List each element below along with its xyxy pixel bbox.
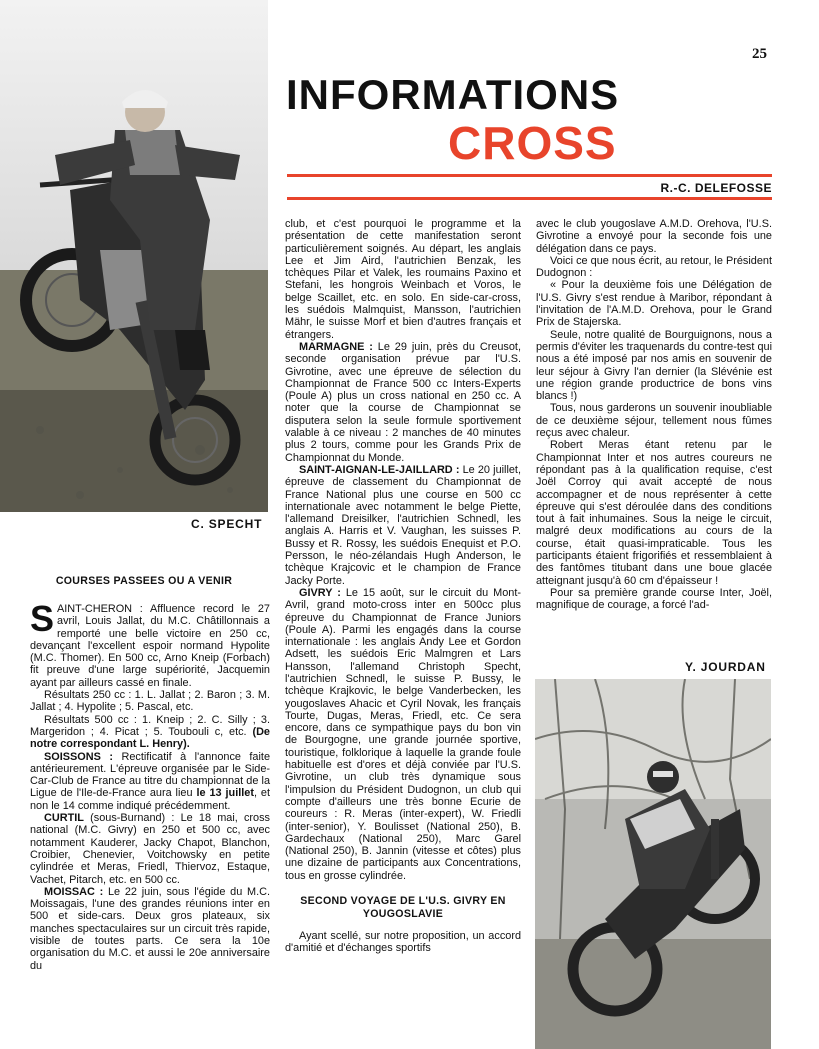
paragraph-joel: Pour sa première grande course Inter, Joël, magnifique de courage, a forcé l'ad- [536, 586, 772, 612]
photo-credit-specht: C. SPECHT [191, 517, 263, 531]
place-marmagne: MARMAGNE : [299, 340, 373, 353]
title-rule-top [287, 174, 772, 177]
paragraph-results-500: Résultats 500 cc : 1. Kneip ; 2. C. Silly ; 3. Margeridon ; 4. Picat ; 5. Toubouli c, etc. [30, 713, 270, 738]
correspondent-credit: (De notre correspondant L. Henry). [30, 725, 270, 751]
section-heading-yougoslavie: SECOND VOYAGE DE L'U.S. GIVRY EN YOUGOSLAVIE [300, 895, 506, 921]
right-column-text [536, 218, 772, 612]
drop-cap: S [30, 598, 55, 639]
place-givry: GIVRY : [299, 586, 341, 599]
paragraph-soissons: Rectificatif à l'annonce faite antérieurement. L'épreuve organisée par le Side-Car-Club de France au titre du championnat de la Ligue de l'Ile-de-France aura lieu [30, 750, 270, 800]
left-column-text [30, 598, 271, 972]
motocross-photo-specht [0, 0, 268, 512]
paragraph-saint-cheron: AINT-CHERON : Affluence record le 27 avril, Louis Jallat, du M.C. Châtillonnais a remporté une belle victoire en 250 cc, devançant l'excellent espoir normand Hypolite (M.C. Thomer). En 500 cc, Arno Kneip (Forbach) fit preuve d'une large supériorité, Jacquemin ayant par ailleurs cassé en finale. [30, 603, 270, 689]
motocross-photo-jourdan [535, 679, 771, 1049]
page-title: INFORMATIONS [286, 71, 620, 118]
article-author: R.-C. DELEFOSSE [660, 181, 772, 195]
paragraph-orehova: avec le club yougoslave A.M.D. Orehova, l'U.S. Givrotine a envoyé pour la seconde fois une délégation dans ce pays. [536, 218, 772, 255]
paragraph-marmagne: Le 29 juin, près du Creusot, seconde organisation prévue par l'U.S. Givrotine, avec une épreuve de sélection du Championnat de France 500 cc Inters-Experts (Poule A) plus un cross national en 250 cc. A noter que la course de Championnat se disputera selon la seule formule sportivement valable à ce niveau : 2 manches de 40 minutes plus 2 tours, comme pour les Grands Prix de Championnat du Monde. [285, 340, 521, 464]
page-number: 25 [752, 46, 767, 62]
place-saint-aignan: SAINT-AIGNAN-LE-JAILLARD : [299, 463, 460, 476]
paragraph-givry: Le 15 août, sur le circuit du Mont-Avril, grand moto-cross inter en 500cc plus épreuve du Championnat de France Juniors (Poule A). Parmi les engagés dans la course internationale : les anglais Andy Lee et Gordon Adsett, les suédois Eric Malmgren et Lars Hansson, l'allemand Christoph Specht, l'autrichien Schnedl, le suisse P. Bussy, le tchèque Krajkovic, le belge Vanderbecken, les yougoslaves Ahacic et Cyril Novak, les français Tourte, Dugas, Meras, Friedl, etc. Ce sera encore, dans ce sympathique pays du bon vin de Bourgogne, une grande journée sportive, touristique, folklorique à laquelle la grande foule habituelle est d'ores et déjà conviée par l'U.S. Givrotine, un club très dynamique sous l'impulsion du Président Dudognon, un club qui compte d'ailleurs une très bonne Ecurie de coureurs : R. Meras (inter-expert), W. Friedli (inter-senior), Y. Boulisset (National 250), B. Gardechaux (National 250), Marc Garel (National 250), B. Jannin (vitesse et côtes) plus une dizaine de participants aux Concentrations, tous en grosse cylindrée. [285, 586, 521, 882]
paragraph-bourguignons: Seule, notre qualité de Bourguignons, nous a permis d'éviter les traquenards du contre-test qui nous a été imposé par nos amis en souvenir de leur séjour à Givry l'an dernier (la Slévénie est une région grande productrice de bons vins blancs !) [536, 328, 772, 403]
paragraph-moissac-cont: club, et c'est pourquoi le programme et la présentation de cette manifestation seront particulièrement soignés. Au départ, les anglais Lee et Jim Aird, l'autrichien Benzak, les tchèques Pilar et Valek, les roumains Paxino et Stefani, les hongrois Weinbach et Voros, le belge Scaillet, etc. en solo. En side-car-cross, les suédois Malmquist, Mansson, l'autrichien Mähr, le suisse Morf et bien d'autres français et étrangers. [285, 218, 521, 341]
paragraph-quote-maribor: « Pour la deuxième fois une Délégation de l'U.S. Givry s'est rendue à Maribor, répondant à l'invitation de l'A.M.D. Orehova, pour le Grand Prix de Stajerska. [536, 279, 772, 329]
paragraph-president: Voici ce que nous écrit, au retour, le Président Dudognon : [536, 254, 772, 280]
section-heading-courses: COURSES PASSEES OU A VENIR [55, 575, 233, 587]
place-moissac: MOISSAC : [44, 885, 104, 898]
paragraph-curtil: (sous-Burnand) : Le 18 mai, cross national (M.C. Givry) en 250 et 500 cc, avec notamment Kauderer, Jacky Chapot, Blanchon, Croibier, Chenevier, Voitchowsky en petite cylindrée et Meras, Friedl, Thiervoz, Estaque, Vachet, Pitarch, etc. en 500 cc. [30, 812, 270, 886]
rider-jumping-image [0, 0, 268, 512]
paragraph-souvenir: Tous, nous garderons un souvenir inoubliable de ce deuxième séjour, tellement nous fûmes reçus avec chaleur. [536, 402, 772, 440]
paragraph-soissons-end: , et non le 14 comme indiqué précédemment. [30, 787, 271, 812]
place-soissons: SOISSONS : [44, 750, 113, 763]
middle-column-text [285, 218, 521, 955]
page-title-accent: CROSS [448, 117, 617, 169]
place-curtil: CURTIL [44, 812, 84, 825]
paragraph-voyage: Ayant scellé, sur notre proposition, un accord d'amitié et d'échanges sportifs [285, 930, 521, 955]
paragraph-saint-aignan: Le 20 juillet, épreuve de classement du Championnat de France National plus une course en 500 cc internationale avec notamment le belge Piette, l'allemand Dreisilker, l'autrichien Schnedl, les anglais A. Harris et V. Vaughan, les suisses P. Bussy et R. Rossy, les suédois Enequist et P.O. Persson, le néo-zélandais Hugh Anderson, le tchèque Krajcovic et le champion de France Jacky Porte. [285, 463, 521, 587]
paragraph-meras: Robert Meras étant retenu par le Championnat Inter et nos autres coureurs ne répondant pas à la qualification requise, c'est Joël Corroy qui avait accepté de nous accompagner et de nous représenter à cette épreuve qui s'est déroulée dans des conditions tout à fait inhumaines. Sous la neige le circuit, malgré deux modifications au cours de la course, était quasi-impraticable. Tous les participants étaient frigorifiés et ressemblaient à des fantômes titubant dans une boue glacée atteignant jusqu'à 60 cm d'épaisseur ! [536, 439, 772, 587]
date-highlight: le 13 juillet [196, 787, 254, 800]
paragraph-moissac: Le 22 juin, sous l'égide du M.C. Moissagais, l'une des grandes réunions inter en 500 et side-cars. Deux gros plateaux, six manches spectaculaires sur un circuit très rapide, visible de toutes parts. Ce sera la 10e organisation du M.C. et aussi le 20e anniversaire du [30, 885, 270, 972]
photo-credit-jourdan: Y. JOURDAN [685, 660, 766, 674]
rider-forest-image [535, 679, 771, 1049]
title-rule-bottom [287, 197, 772, 200]
paragraph-results-250: Résultats 250 cc : 1. L. Jallat ; 2. Baron ; 3. M. Jallat ; 4. Hypolite ; 5. Pascal, etc. [30, 689, 270, 714]
